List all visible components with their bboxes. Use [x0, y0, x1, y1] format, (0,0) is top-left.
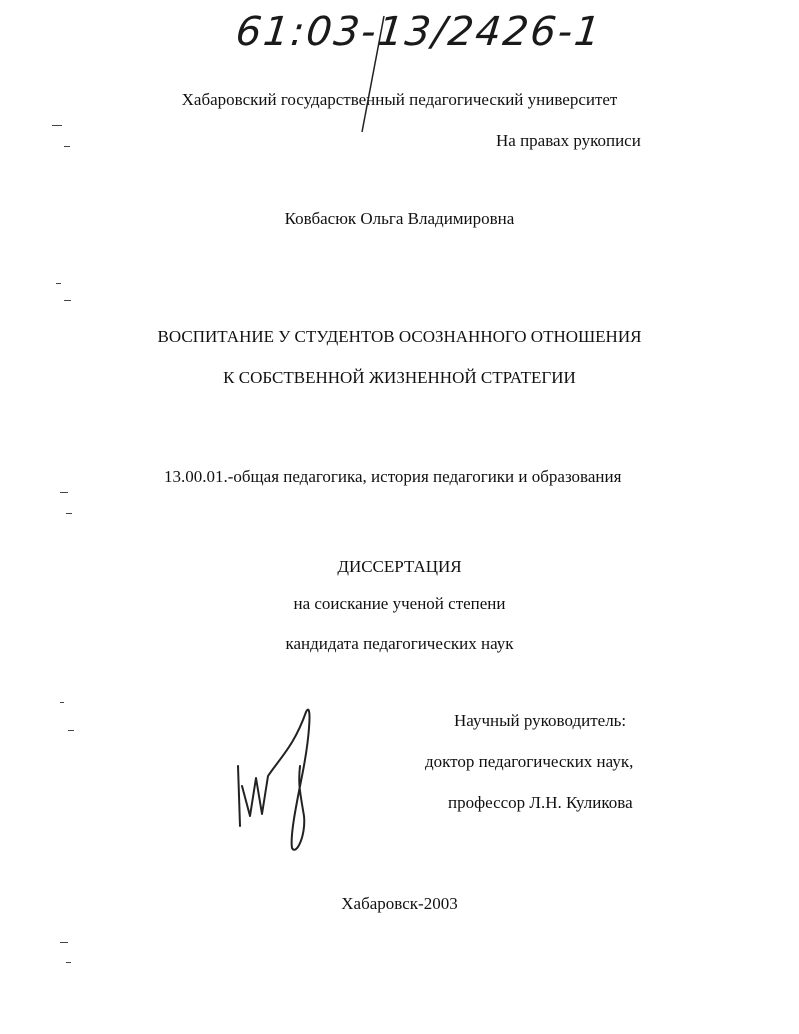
archive-number: 61:03-13/2426-1	[233, 9, 605, 55]
scan-speck	[52, 125, 62, 126]
advisor-name: профессор Л.Н. Куликова	[448, 793, 633, 812]
advisor-degree: доктор педагогических наук,	[425, 752, 634, 771]
scan-speck	[60, 702, 64, 703]
scan-speck	[56, 283, 61, 284]
author-name: Ковбасюк Ольга Владимировна	[284, 209, 515, 228]
work-type: ДИССЕРТАЦИЯ	[337, 557, 462, 576]
specialty-code: 13.00.01.-общая педагогика, история педагогики и образования	[164, 467, 622, 486]
signature-icon	[228, 706, 338, 856]
scan-speck	[66, 962, 71, 963]
advisor-label: Научный руководитель:	[454, 711, 627, 730]
scan-speck	[64, 146, 70, 147]
archive-slash-icon	[354, 14, 394, 134]
university-name: Хабаровский государственный педагогический университет	[181, 90, 618, 109]
manuscript-rights-note: На правах рукописи	[496, 131, 641, 150]
city-year: Хабаровск-2003	[341, 894, 458, 913]
title-line-1: ВОСПИТАНИЕ У СТУДЕНТОВ ОСОЗНАННОГО ОТНОШЕНИЯ	[157, 327, 642, 346]
degree-line-2: кандидата педагогических наук	[285, 634, 514, 653]
scan-speck	[60, 942, 68, 943]
degree-line-1: на соискание ученой степени	[293, 594, 506, 613]
scan-speck	[66, 513, 72, 514]
title-line-2: К СОБСТВЕННОЙ ЖИЗНЕННОЙ СТРАТЕГИИ	[223, 368, 576, 387]
scan-speck	[68, 730, 74, 731]
scan-speck	[60, 492, 68, 493]
scan-speck	[64, 300, 71, 301]
